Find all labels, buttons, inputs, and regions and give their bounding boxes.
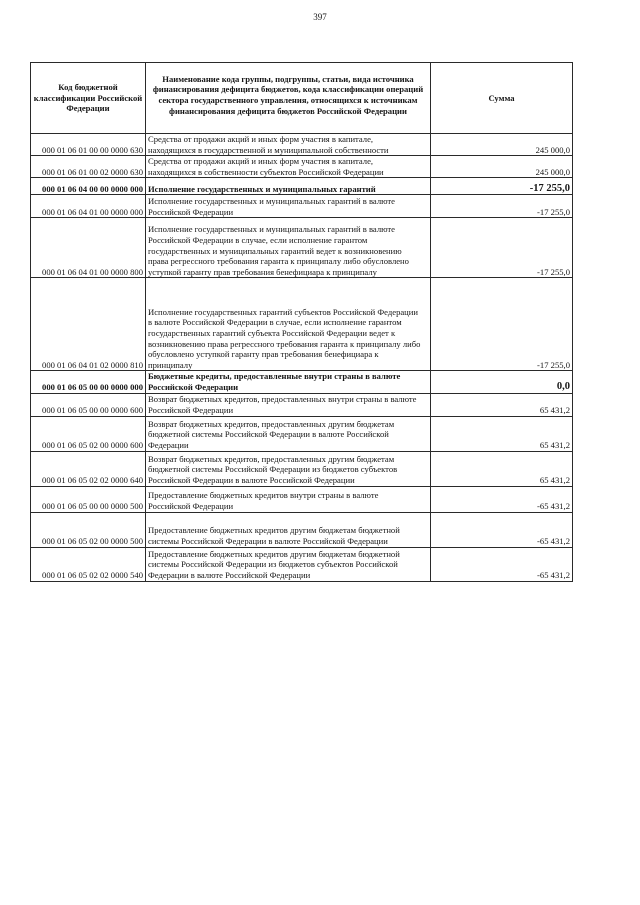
row-code: 000 01 06 04 00 00 0000 000 xyxy=(31,178,146,195)
page-number: 397 xyxy=(313,12,327,22)
row-name-line: бюджетной системы Российской Федерации из бюджетов субъектов xyxy=(148,464,398,475)
row-code: 000 01 06 01 00 02 0000 630 xyxy=(31,156,146,178)
row-name xyxy=(146,451,431,486)
row-amount: -17 255,0 xyxy=(431,278,573,371)
row-name-line: Исполнение государственных гарантий субъектов Российской Федерации xyxy=(148,306,418,317)
row-name-line: государственных гарантий субъекта Российской Федерации ведет к xyxy=(148,328,396,338)
row-name-line: возникновению права регрессного требования гаранта к принципалу либо xyxy=(148,338,421,349)
row-code: 000 01 06 05 00 00 0000 000 xyxy=(31,371,146,393)
header-code xyxy=(31,63,146,134)
row-amount: -17 255,0 xyxy=(431,195,573,218)
row-code: 000 01 06 05 02 02 0000 540 xyxy=(31,547,146,581)
row-name xyxy=(146,178,431,195)
row-amount: -65 431,2 xyxy=(431,512,573,547)
table-row xyxy=(31,178,573,195)
row-name-line: Средства от продажи акций и иных форм участия в капитале, xyxy=(148,156,374,167)
row-name xyxy=(146,195,431,218)
row-name xyxy=(146,416,431,451)
row-name-line: Исполнение государственных и муниципальных гарантий в валюте xyxy=(148,224,395,235)
row-name xyxy=(146,486,431,512)
row-name-line: Российской Федерации xyxy=(148,500,234,511)
row-amount: 65 431,2 xyxy=(431,451,573,486)
table-row xyxy=(31,195,573,218)
table-row xyxy=(31,371,573,393)
row-code: 000 01 06 05 00 00 0000 500 xyxy=(31,486,146,512)
row-name xyxy=(146,512,431,547)
row-code: 000 01 06 01 00 00 0000 630 xyxy=(31,134,146,156)
table-row xyxy=(31,393,573,416)
row-name xyxy=(146,134,431,156)
table-row xyxy=(31,218,573,278)
row-code: 000 01 06 05 02 02 0000 640 xyxy=(31,451,146,486)
row-amount: -65 431,2 xyxy=(431,547,573,581)
table-row xyxy=(31,512,573,547)
row-code: 000 01 06 04 01 00 0000 000 xyxy=(31,195,146,218)
row-code: 000 01 06 05 02 00 0000 600 xyxy=(31,416,146,451)
row-name-line: находящихся в собственности субъектов Российской Федерации xyxy=(148,166,384,177)
row-name-line: права регрессного требования гаранта к принципалу либо обусловлено xyxy=(148,256,409,267)
row-name-line: в валюте Российской Федерации в случае, если исполнение гарантом xyxy=(148,317,402,328)
row-name-line: Средства от продажи акций и иных форм участия в капитале, xyxy=(148,134,374,144)
row-name xyxy=(146,278,431,371)
header-code-line: Код бюджетной xyxy=(58,82,118,93)
row-name-line: бюджетной системы Российской Федерации в валюте Российской xyxy=(148,429,389,440)
table-row xyxy=(31,547,573,581)
row-code: 000 01 06 05 00 00 0000 600 xyxy=(31,393,146,416)
row-name-line: Возврат бюджетных кредитов, предоставленных внутри страны в валюте xyxy=(148,394,417,405)
row-name xyxy=(146,371,431,393)
header-code-line: классификации Российской xyxy=(33,92,143,103)
row-amount: 245 000,0 xyxy=(431,134,573,156)
row-amount: 245 000,0 xyxy=(431,156,573,178)
row-name-line: Предоставление бюджетных кредитов внутри страны в валюте xyxy=(148,490,379,501)
row-amount: 0,0 xyxy=(431,371,573,393)
row-name-line: государственных и муниципальных гарантий ведет к возникновению xyxy=(148,245,402,256)
row-name-line: Предоставление бюджетных кредитов другим бюджетам бюджетной xyxy=(148,525,400,536)
table-header-row xyxy=(31,63,573,134)
row-amount: -17 255,0 xyxy=(431,178,573,195)
row-amount: 65 431,2 xyxy=(431,416,573,451)
row-name-line: системы Российской Федерации из бюджетов субъектов Российской xyxy=(148,559,398,570)
header-name-line: Наименование кода группы, подгруппы, статьи, вида источника xyxy=(162,73,414,84)
row-amount: 65 431,2 xyxy=(431,393,573,416)
header-amount: Сумма xyxy=(431,63,573,134)
row-name xyxy=(146,547,431,581)
row-name-line: Предоставление бюджетных кредитов другим бюджетам бюджетной xyxy=(148,548,400,559)
row-name-line: Федерации xyxy=(148,439,189,450)
row-name-line: Исполнение государственных и муниципальных гарантий xyxy=(148,183,376,194)
table-row xyxy=(31,156,573,178)
row-name-line: Российской Федерации xyxy=(148,404,234,415)
row-name xyxy=(146,218,431,278)
row-name-line: Федерации в валюте Российской Федерации xyxy=(148,569,311,580)
row-name-line: обусловлено уступкой гаранту прав требования бенефициара к xyxy=(148,349,379,360)
row-name-line: системы Российской Федерации в валюте Российской Федерации xyxy=(148,535,388,546)
row-name-line: находящихся в государственной и муниципальной собственности xyxy=(148,144,389,155)
row-code: 000 01 06 04 01 02 0000 810 xyxy=(31,278,146,371)
row-name-line: Исполнение государственных и муниципальных гарантий в валюте xyxy=(148,196,395,207)
row-amount: -17 255,0 xyxy=(431,218,573,278)
row-code: 000 01 06 05 02 00 0000 500 xyxy=(31,512,146,547)
table-head xyxy=(31,63,573,134)
table-row xyxy=(31,451,573,486)
row-amount: -65 431,2 xyxy=(431,486,573,512)
row-name-line: Российской Федерации в валюте Российской Федерации xyxy=(148,474,355,485)
table-row xyxy=(31,416,573,451)
header-name-line: сектора государственного управления, относящихся к источникам xyxy=(158,95,418,105)
row-name-line: Возврат бюджетных кредитов, предоставленных другим бюджетам xyxy=(148,418,395,429)
table-row xyxy=(31,486,573,512)
table-body xyxy=(31,134,573,582)
row-code: 000 01 06 04 01 00 0000 800 xyxy=(31,218,146,278)
row-name-line: принципалу xyxy=(148,359,193,370)
row-name-line: Российской Федерации xyxy=(148,206,234,217)
header-name-line: финансирования дефицита бюджетов, кода классификации операций xyxy=(152,84,424,95)
table-row xyxy=(31,134,573,156)
table-row xyxy=(31,278,573,371)
row-name-line: Российской Федерации xyxy=(148,381,239,392)
header-name xyxy=(146,63,431,134)
row-name-line: Возврат бюджетных кредитов, предоставленных другим бюджетам xyxy=(148,453,395,464)
row-name xyxy=(146,393,431,416)
row-name-line: Российской Федерации в случае, если исполнение гарантом xyxy=(148,235,368,245)
header-code-line: Федерации xyxy=(66,103,110,114)
row-name-line: Бюджетные кредиты, предоставленные внутри страны в валюте xyxy=(148,371,401,382)
row-name xyxy=(146,156,431,178)
header-name-line: финансирования дефицита бюджетов Российской Федерации xyxy=(169,105,407,116)
budget-sources-table xyxy=(30,62,573,582)
row-name-line: уступкой гаранту прав требования бенефициара к принципалу xyxy=(148,266,377,277)
